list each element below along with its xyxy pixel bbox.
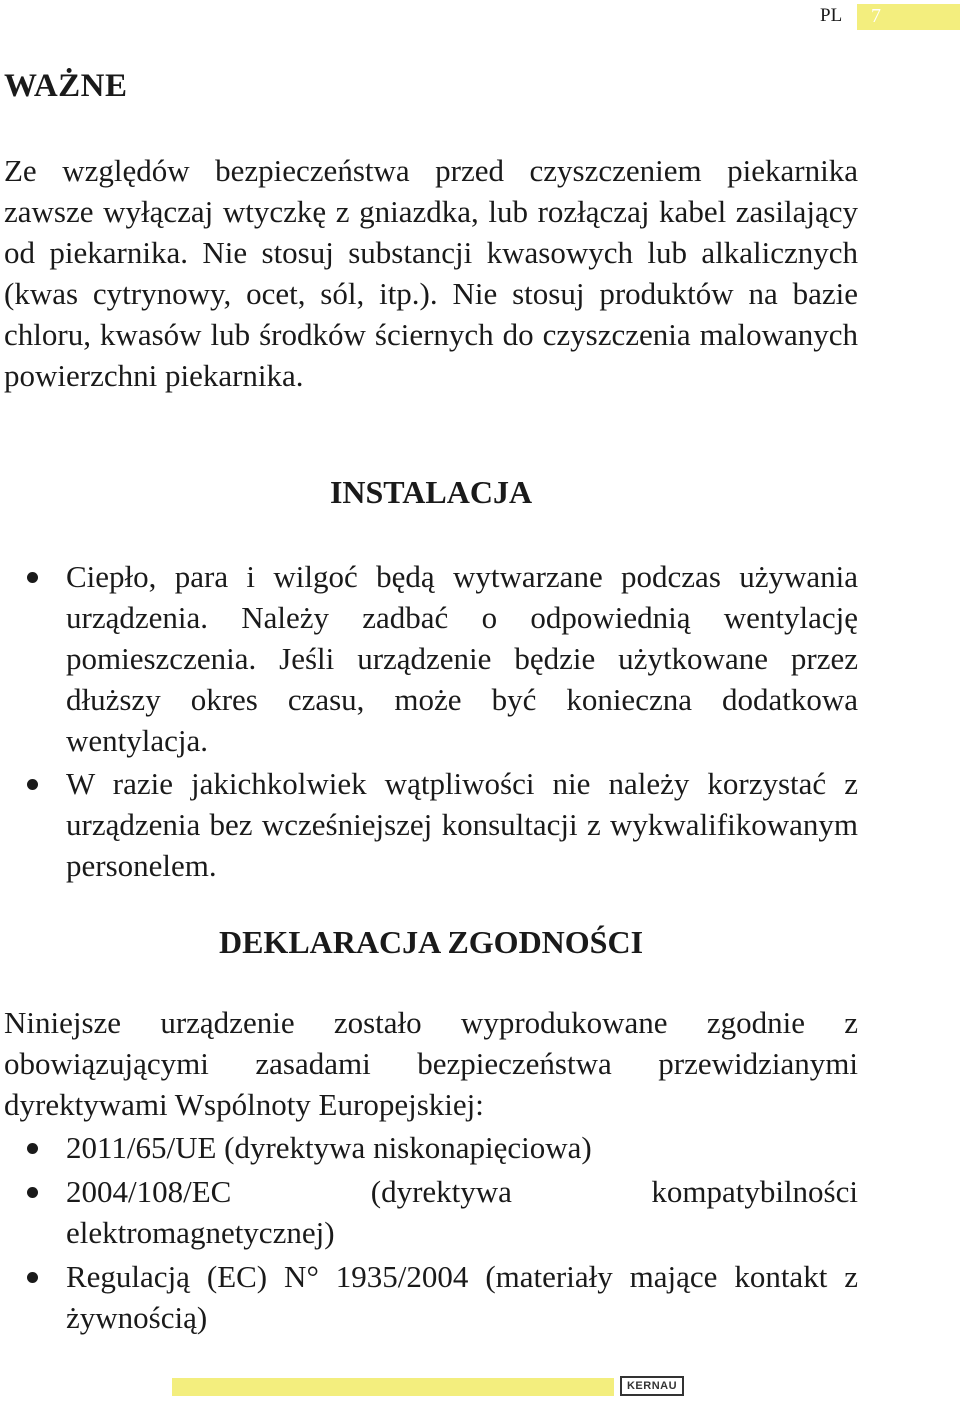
- paragraph-wazne: Ze względów bezpieczeństwa przed czyszczeniem piekarnika zawsze wyłączaj wtyczkę z gniazdka, lub rozłączaj kabel zasilający od piekarnika. Nie stosuj substancji kwasowych lub alkalicznych (kwas cytrynowy, ocet, sól, itp.). Nie stosuj produktów na bazie chloru, kwasów lub środków ściernych do czyszczenia malowanych powierzchni piekarnika.: [4, 153, 858, 393]
- language-label: PL: [820, 5, 843, 26]
- paragraph-deklaracja: Niniejsze urządzenie zostało wyprodukowane zgodnie z obowiązującymi zasadami bezpieczeństwa przewidzianymi dyrektywami Wspólnoty Europejskiej:: [4, 1005, 858, 1122]
- kernau-logo: KERNAU: [620, 1376, 684, 1396]
- list-item: Regulacją (EC) N° 1935/2004 (materiały mające kontakt z żywnością): [4, 1256, 858, 1338]
- list-item: 2011/65/UE (dyrektywa niskonapięciowa): [4, 1127, 858, 1168]
- footer-accent-bar: [172, 1378, 614, 1396]
- list-instalacja: [4, 556, 858, 888]
- section-title-deklaracja: DEKLARACJA ZGODNOŚCI: [218, 924, 644, 960]
- section-title-wazne: WAŻNE: [4, 68, 128, 104]
- list-item: Ciepło, para i wilgoć będą wytwarzane podczas używania urządzenia. Należy zadbać o odpowiednią wentylację pomieszczenia. Jeśli urządzenie będzie użytkowane przez dłuższy okres czasu, może być konieczna dodatkowa wentylacja.: [4, 556, 858, 761]
- list-deklaracja: [4, 1127, 858, 1341]
- section-title-instalacja: INSTALACJA: [329, 474, 533, 510]
- list-item: W razie jakichkolwiek wątpliwości nie należy korzystać z urządzenia bez wcześniejszej konsultacji z wykwalifikowanym personelem.: [4, 763, 858, 886]
- page-number-band: [857, 4, 960, 30]
- list-item: 2004/108/EC (dyrektywa kompatybilności elektromagnetycznej): [4, 1171, 858, 1253]
- page-number: 7: [871, 5, 881, 27]
